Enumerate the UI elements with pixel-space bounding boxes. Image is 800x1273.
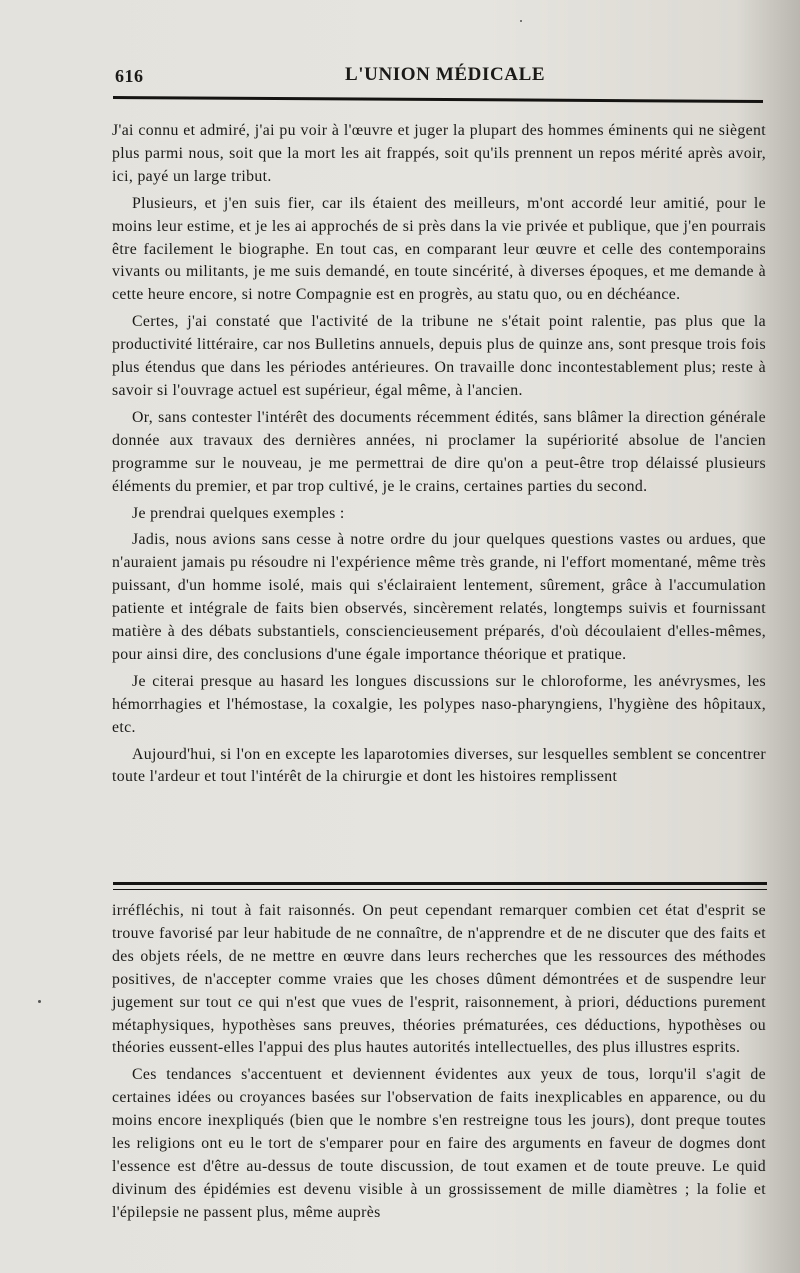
paragraph: Plusieurs, et j'en suis fier, car ils étaient des meilleurs, m'ont accordé leur amitié, pour le moins leur estime, et je les ai approchés de si près dans la vie privée et publique, que j'en pourrais être facilement le biographe. En tout cas, en comparant leur œuvre et celle des contemporains vivants ou militants, je me suis demandé, en toute sincérité, à diverses époques, et me demande à cette heure encore, si notre Compagnie est en progrès, au statu quo, ou en déchéance. bbox=[112, 194, 766, 304]
paper-speck bbox=[38, 1000, 41, 1003]
paragraph: Certes, j'ai constaté que l'activité de la tribune ne s'était point ralentie, pas plus que la productivité littéraire, car nos Bulletins annuels, depuis plus de quinze ans, sont presque trois fois plus étendus que dans les périodes antérieures. On travaille donc incontestablement plus; reste à savoir si l'ouvrage actuel est supérieur, égal même, à l'ancien. bbox=[112, 313, 766, 399]
paragraph: Je prendrai quelques exemples : bbox=[132, 504, 345, 522]
page-header bbox=[115, 60, 765, 90]
upper-text-block bbox=[112, 120, 766, 793]
paragraph: Jadis, nous avions sans cesse à notre ordre du jour quelques questions vastes ou ardues, que n'auraient jamais pu résoudre ni l'expérience même très grande, ni l'effort momentané, même très puissant, d'un homme isolé, mais qui s'éclairaient lentement, sûrement, grâce à l'accumulation patiente et intégrale de faits bien observés, sincèrement relatés, longtemps suivis et fournissant matière à des débats substantiels, consciencieusement préparés, d'où découlaient d'elles-mêmes, pour ainsi dire, des conclusions d'une égale importance théorique et pratique. bbox=[112, 531, 766, 663]
page-number: 616 bbox=[115, 66, 144, 86]
paragraph: Je citerai presque au hasard les longues discussions sur le chloroforme, les anévrysmes, les hémorrhagies et l'hémostase, la coxalgie, les polypes naso-pharyngiens, l'hygiène des hôpitaux, etc. bbox=[112, 672, 766, 736]
separator-thin-line bbox=[113, 889, 767, 890]
column-separator-rule bbox=[113, 882, 767, 890]
paragraph: J'ai connu et admiré, j'ai pu voir à l'œuvre et juger la plupart des hommes éminents qui ne siègent plus parmi nous, soit que la mort les ait frappés, soit qu'ils prennent un repos mérité après avoir, ici, payé un large tribut. bbox=[112, 122, 766, 185]
paragraph: Ces tendances s'accentuent et deviennent évidentes aux yeux de tous, lorqu'il s'agit de certaines idées ou croyances basées sur l'observation de faits inexplicables en apparence, ou du moins encore inexpliqués (bien que le nombre s'en restreigne tous les jours), dont preque toutes les religions ont eu le tort de s'emparer pour en faire des arguments en faveur de dogmes dont l'essence est d'être au-dessus de toute discussion, de tout examen et de toute preuve. Le quid divinum des épidémies est devenu visible à un grossissement de mille diamètres ; la folie et l'épilepsie ne passent plus, même auprès bbox=[112, 1066, 766, 1221]
paragraph: irréfléchis, ni tout à fait raisonnés. On peut cependant remarquer combien cet état d'esprit se trouve favorisé par leur habitude de ne connaître, de n'apprendre et de ne discuter que des faits et des objets réels, de ne mettre en œuvre dans leurs recherches que les ressources des méthodes positives, de n'accepter comme vraies que les choses dûment démontrées et de suspendre leur jugement sur tout ce qui n'est que vues de l'esprit, raisonnement, à priori, déductions purement métaphysiques, hypothèses sans preuves, théories prématurées, ces déductions, hypothèses ou théories eussent-elles l'appui des plus hautes autorités intellectuelles, des plus illustres esprits. bbox=[112, 902, 766, 1057]
paragraph: Aujourd'hui, si l'on en excepte les laparotomies diverses, sur lesquelles semblent se concentrer toute l'ardeur et tout l'intérêt de la chirurgie et dont les histoires remplissent bbox=[112, 745, 766, 786]
paragraph: Or, sans contester l'intérêt des documents récemment édités, sans blâmer la direction générale donnée aux travaux des dernières années, ni proclamer la supériorité absolue de l'ancien programme sur le nouveau, je me permettrai de dire qu'on a peut-être trop délaissé plusieurs éléments du premier, et par trop cultivé, je le crains, certaines parties du second. bbox=[112, 408, 766, 495]
separator-thick-line bbox=[113, 882, 767, 885]
header-rule bbox=[113, 96, 763, 103]
paper-speck bbox=[520, 20, 522, 22]
running-title: L'UNION MÉDICALE bbox=[345, 64, 546, 85]
lower-text-block bbox=[112, 900, 766, 1229]
